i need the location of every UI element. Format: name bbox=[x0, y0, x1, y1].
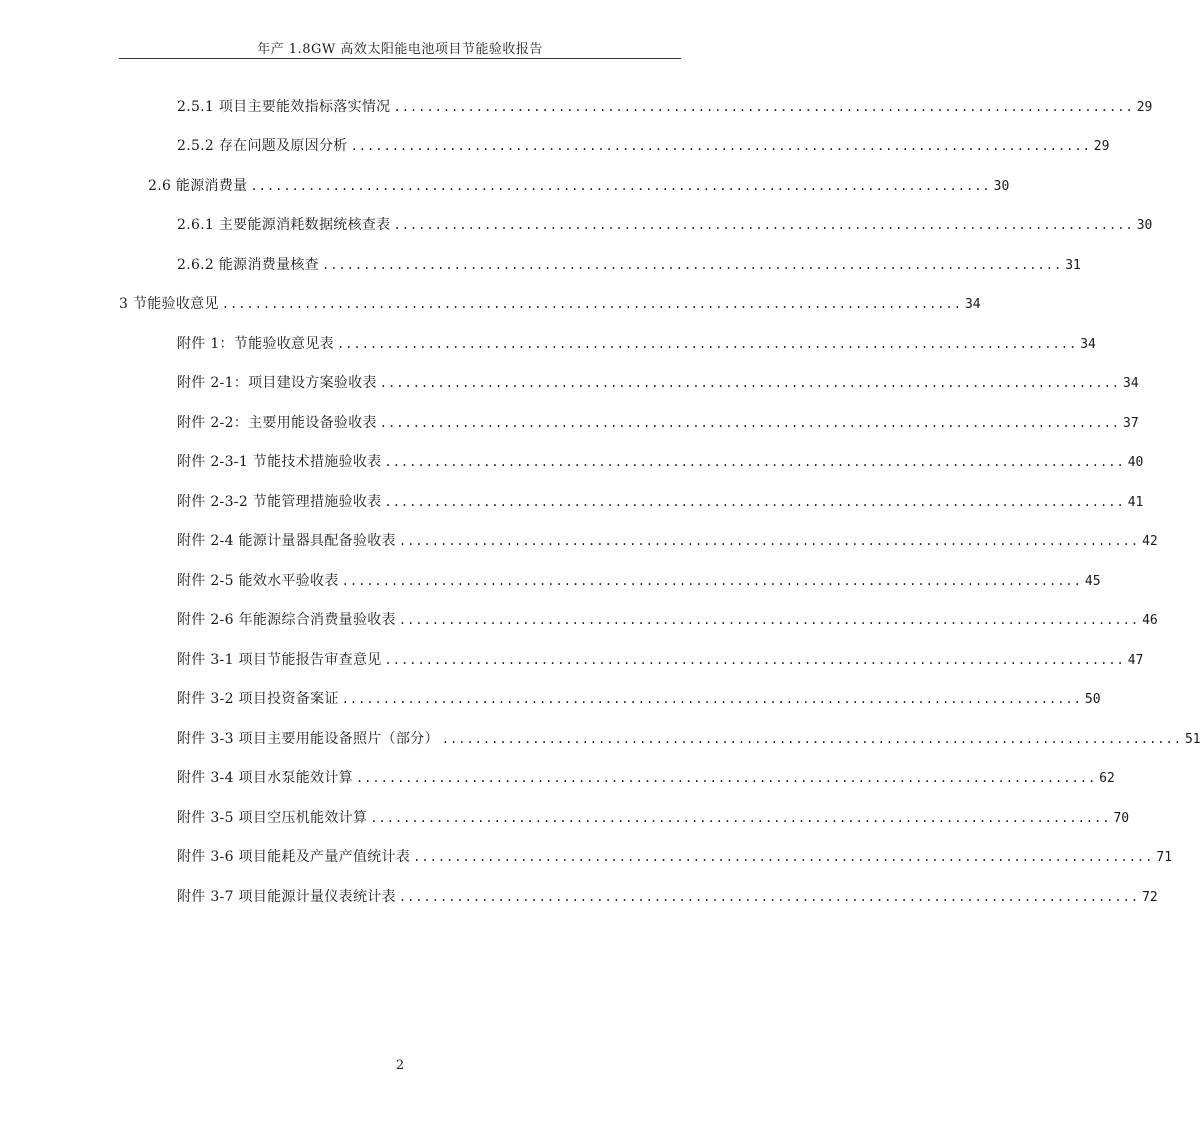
toc-leader-dots: .......................................................................................... bbox=[355, 771, 1097, 785]
toc-leader-dots: .......................................................................................... bbox=[370, 811, 1111, 825]
toc-entry-page: 34 bbox=[964, 297, 981, 312]
toc-entry-label: 2.6 能源消费量 bbox=[148, 178, 248, 194]
toc-entry-label: 附件 3-2 项目投资备案证 bbox=[177, 691, 339, 707]
toc-entry-page: 30 bbox=[1136, 218, 1153, 233]
toc-leader-dots: .......................................................................................... bbox=[384, 455, 1125, 469]
toc-leader-dots: .......................................................................................... bbox=[221, 297, 962, 311]
toc-leader-dots: .......................................................................................... bbox=[336, 337, 1078, 351]
toc-entry[interactable] bbox=[119, 293, 981, 315]
toc-entry[interactable] bbox=[177, 886, 1158, 908]
toc-entry[interactable] bbox=[148, 175, 1010, 197]
toc-entry[interactable] bbox=[177, 412, 1139, 434]
toc-entry-page: 47 bbox=[1127, 653, 1144, 668]
toc-entry-label: 附件 1：节能验收意见表 bbox=[177, 336, 334, 352]
toc-entry[interactable] bbox=[177, 254, 1081, 276]
toc-leader-dots: .......................................................................................... bbox=[393, 100, 1134, 114]
toc-leader-dots: .......................................................................................... bbox=[379, 376, 1121, 390]
toc-entry-label: 附件 2-1：项目建设方案验收表 bbox=[177, 375, 377, 391]
page-number: 2 bbox=[395, 1058, 405, 1073]
toc-entry[interactable] bbox=[177, 96, 1153, 118]
toc-entry[interactable] bbox=[177, 807, 1130, 829]
toc-entry[interactable] bbox=[177, 846, 1173, 868]
toc-leader-dots: .......................................................................................... bbox=[398, 534, 1140, 548]
toc-entry-label: 附件 2-5 能效水平验收表 bbox=[177, 573, 339, 589]
toc-entry-page: 45 bbox=[1084, 574, 1101, 589]
toc-entry-page: 37 bbox=[1123, 416, 1139, 431]
toc-entry-page: 71 bbox=[1156, 850, 1173, 865]
toc-entry-label: 附件 3-6 项目能耗及产量产值统计表 bbox=[177, 849, 411, 865]
toc-entry-label: 附件 2-4 能源计量器具配备验收表 bbox=[177, 533, 396, 549]
toc-entry-page: 62 bbox=[1099, 771, 1115, 786]
toc-entry-label: 2.5.1 项目主要能效指标落实情况 bbox=[177, 99, 391, 115]
toc-entry[interactable] bbox=[177, 451, 1144, 473]
toc-entry[interactable] bbox=[177, 491, 1144, 513]
toc-entry-label: 附件 3-1 项目节能报告审查意见 bbox=[177, 652, 382, 668]
toc-entry-page: 40 bbox=[1127, 455, 1144, 470]
toc-leader-dots: .......................................................................................... bbox=[379, 416, 1121, 430]
toc-entry-label: 附件 3-7 项目能源计量仪表统计表 bbox=[177, 889, 396, 905]
toc-entry-page: 50 bbox=[1084, 692, 1101, 707]
toc-entry-page: 41 bbox=[1127, 495, 1144, 510]
toc-entry-label: 2.6.1 主要能源消耗数据统核查表 bbox=[177, 217, 391, 233]
toc-entry-page: 51 bbox=[1184, 732, 1201, 747]
toc-leader-dots: .......................................................................................... bbox=[250, 179, 991, 193]
toc-entry-page: 42 bbox=[1142, 534, 1158, 549]
toc-entry-page: 34 bbox=[1080, 337, 1096, 352]
toc-entry[interactable] bbox=[177, 372, 1139, 394]
toc-entry-label: 附件 2-2：主要用能设备验收表 bbox=[177, 415, 377, 431]
toc-leader-dots: .......................................................................................... bbox=[341, 574, 1082, 588]
toc-entry-label: 2.6.2 能源消费量核查 bbox=[177, 257, 319, 273]
toc-entry-page: 70 bbox=[1113, 811, 1130, 826]
toc-leader-dots: .......................................................................................... bbox=[441, 732, 1182, 746]
running-header-title: 年产 1.8GW 高效太阳能电池项目节能验收报告 bbox=[257, 42, 543, 57]
toc-leader-dots: .......................................................................................... bbox=[384, 495, 1125, 509]
toc-entry-page: 72 bbox=[1142, 890, 1158, 905]
toc-entry[interactable] bbox=[177, 135, 1110, 157]
toc-entry[interactable] bbox=[177, 649, 1144, 671]
toc-entry-page: 29 bbox=[1093, 139, 1110, 154]
toc-entry-page: 29 bbox=[1136, 100, 1153, 115]
toc-entry-label: 附件 2-6 年能源综合消费量验收表 bbox=[177, 612, 396, 628]
toc-entry[interactable] bbox=[177, 333, 1096, 355]
toc-entry-label: 附件 3-3 项目主要用能设备照片（部分） bbox=[177, 731, 439, 747]
toc-entry-label: 2.5.2 存在问题及原因分析 bbox=[177, 138, 348, 154]
toc-entry[interactable] bbox=[177, 214, 1153, 236]
toc-entry[interactable] bbox=[177, 728, 1201, 750]
toc-leader-dots: .......................................................................................... bbox=[413, 850, 1154, 864]
toc-entry[interactable] bbox=[177, 530, 1158, 552]
toc-entry[interactable] bbox=[177, 609, 1158, 631]
toc-entry[interactable] bbox=[177, 570, 1101, 592]
toc-leader-dots: .......................................................................................... bbox=[398, 890, 1140, 904]
toc-leader-dots: .......................................................................................... bbox=[384, 653, 1125, 667]
header-rule bbox=[119, 58, 681, 59]
toc-entry-label: 附件 2-3-2 节能管理措施验收表 bbox=[177, 494, 382, 510]
toc-leader-dots: .......................................................................................... bbox=[393, 218, 1134, 232]
toc-entry-page: 31 bbox=[1065, 258, 1081, 273]
toc-leader-dots: .......................................................................................... bbox=[350, 139, 1091, 153]
toc-entry[interactable] bbox=[177, 767, 1115, 789]
toc-entry-page: 30 bbox=[993, 179, 1010, 194]
toc-entry-label: 附件 3-4 项目水泵能效计算 bbox=[177, 770, 353, 786]
toc-entry-label: 附件 3-5 项目空压机能效计算 bbox=[177, 810, 368, 826]
toc-entry-label: 3 节能验收意见 bbox=[119, 296, 219, 312]
toc-entry[interactable] bbox=[177, 688, 1101, 710]
toc-leader-dots: .......................................................................................... bbox=[398, 613, 1140, 627]
toc-entry-page: 34 bbox=[1123, 376, 1139, 391]
toc-entry-page: 46 bbox=[1142, 613, 1158, 628]
toc-entry-label: 附件 2-3-1 节能技术措施验收表 bbox=[177, 454, 382, 470]
toc-leader-dots: .......................................................................................... bbox=[341, 692, 1082, 706]
toc-leader-dots: .......................................................................................... bbox=[321, 258, 1063, 272]
